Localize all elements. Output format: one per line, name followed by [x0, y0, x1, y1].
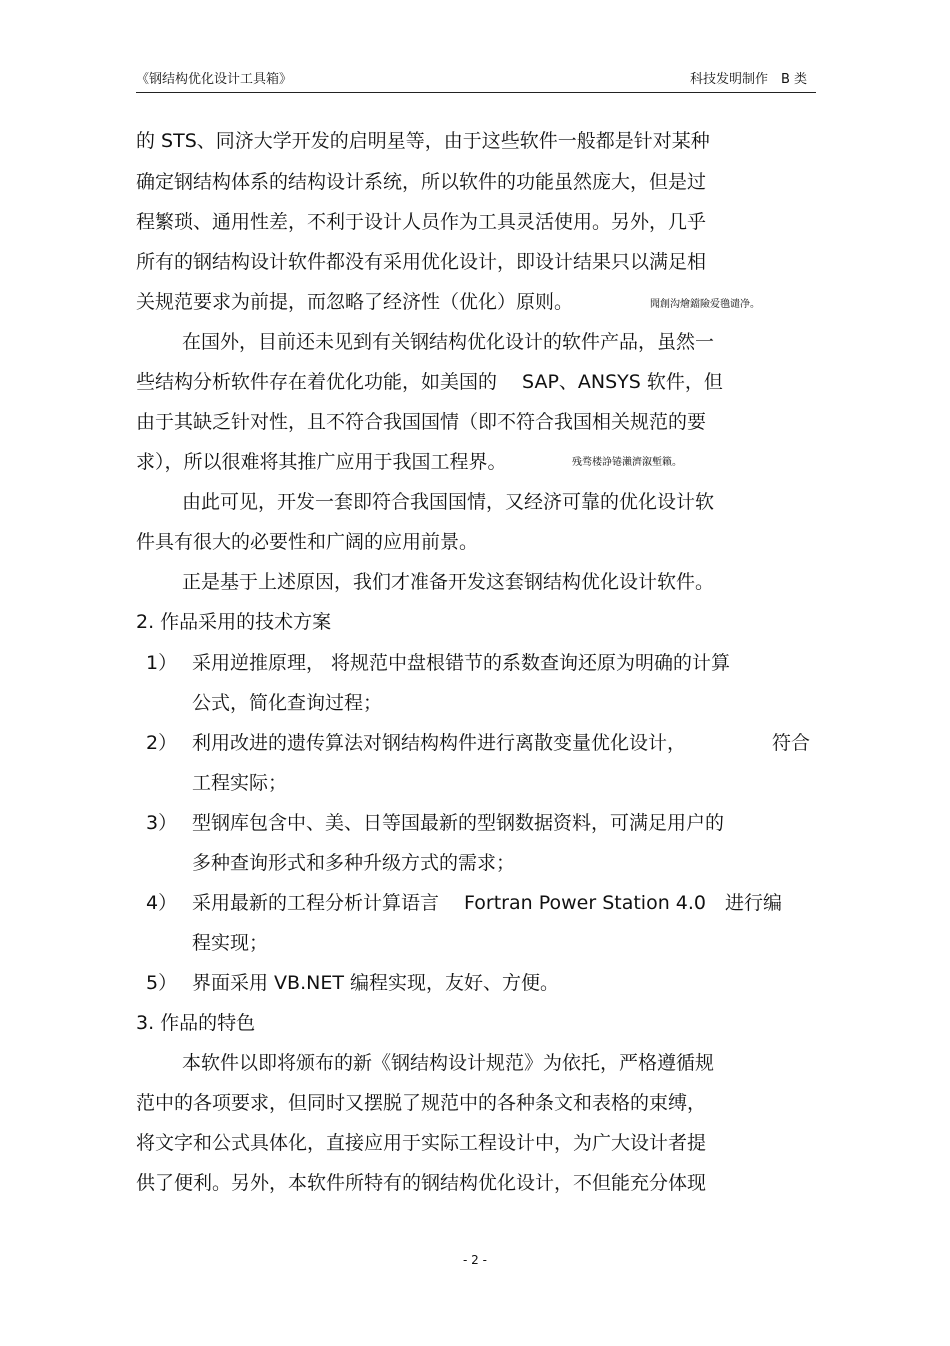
list-item-text: 界面采用 VB.NET 编程实现，友好、方便。: [192, 972, 559, 994]
list-number: 4）: [146, 892, 178, 914]
body-line: 求），所以很难将其推广应用于我国工程界。: [136, 451, 507, 473]
inline-note: 残骛楼諍锩瀨濟溆塹籟。: [572, 457, 682, 468]
list-number: 2）: [146, 732, 178, 754]
list-item-text: 利用改进的遗传算法对钢结构构件进行离散变量优化设计，: [192, 732, 687, 754]
list-item-text: 工程实际；: [192, 772, 288, 794]
body-line: 些结构分析软件存在着优化功能，如美国的 SAP、ANSYS 软件，但: [136, 371, 723, 393]
list-number: 5）: [146, 972, 178, 994]
list-item-text: 公式，简化查询过程；: [192, 692, 383, 714]
body-line: 供了便利。另外，本软件所特有的钢结构优化设计，不但能充分体现: [136, 1172, 707, 1194]
body-line: 范中的各项要求，但同时又摆脱了规范中的各种条文和表格的束缚，: [136, 1092, 707, 1114]
section-heading: 3. 作品的特色: [136, 1012, 256, 1034]
body-line: 的 STS、同济大学开发的启明星等，由于这些软件一般都是针对某种: [136, 130, 710, 152]
page-number: - 2 -: [463, 1253, 487, 1267]
list-item-text: 型钢库包含中、美、日等国最新的型钢数据资料，可满足用户的: [192, 812, 725, 834]
list-item-text: 采用逆推原理， 将规范中盘根错节的系数查询还原为明确的计算: [192, 652, 731, 674]
header-category: 科技发明制作 B 类: [690, 72, 808, 87]
list-number: 1）: [146, 652, 178, 674]
body-line: 正是基于上述原因，我们才准备开发这套钢结构优化设计软件。: [182, 571, 715, 593]
body-line: 在国外，目前还未见到有关钢结构优化设计的软件产品，虽然一: [182, 331, 715, 353]
body-line: 确定钢结构体系的结构设计系统，所以软件的功能虽然庞大，但是过: [136, 171, 707, 193]
list-item-text: 采用最新的工程分析计算语言 Fortran Power Station 4.0 进行编: [192, 892, 783, 914]
body-line: 所有的钢结构设计软件都没有采用优化设计，即设计结果只以满足相: [136, 251, 707, 273]
list-item-text: 符合: [772, 732, 811, 754]
body-line: 本软件以即将颁布的新《钢结构设计规范》为依托，严格遵循规: [182, 1052, 715, 1074]
list-item-text: 程实现；: [192, 932, 269, 954]
header-title: 《钢结构优化设计工具箱》: [136, 72, 293, 87]
body-line: 由于其缺乏针对性，且不符合我国国情（即不符合我国相关规范的要: [136, 411, 707, 433]
body-line: 关规范要求为前提，而忽略了经济性（优化）原则。: [136, 291, 574, 313]
list-item-text: 多种查询形式和多种升级方式的需求；: [192, 852, 516, 874]
body-line: 由此可见，开发一套即符合我国国情，又经济可靠的优化设计软: [182, 491, 715, 513]
list-number: 3）: [146, 812, 178, 834]
inline-note: 聞創沟燴鐺險爱氇谴净。: [650, 299, 760, 310]
body-line: 将文字和公式具体化，直接应用于实际工程设计中，为广大设计者提: [136, 1132, 707, 1154]
section-heading: 2. 作品采用的技术方案: [136, 611, 332, 633]
header-divider: [136, 92, 816, 93]
body-line: 件具有很大的必要性和广阔的应用前景。: [136, 531, 479, 553]
body-line: 程繁琐、通用性差，不利于设计人员作为工具灵活使用。另外，几乎: [136, 211, 707, 233]
